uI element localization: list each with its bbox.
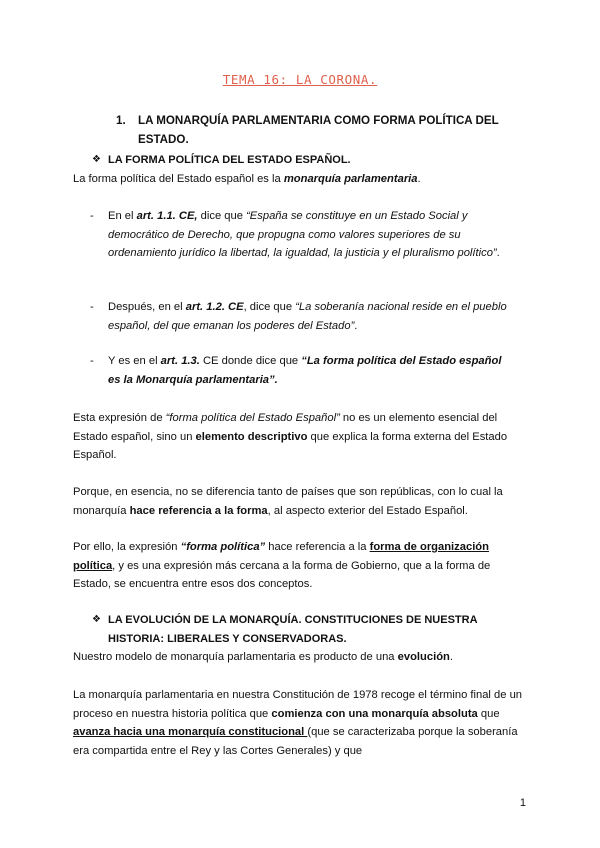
section-number: 1. (116, 114, 126, 127)
paragraph: Por ello, la expresión “forma política” hace referencia a la forma de organización política, y es una expresión más cercana a la forma de Gobierno, que a la forma de Estado, se encuentra entre esos dos conceptos. (73, 541, 491, 590)
diamond-bullet-icon: ❖ (92, 614, 101, 625)
paragraph: La monarquía parlamentaria en nuestra Constitución de 1978 recoge el término final de un proceso en nuestra historia política que comienza con una monarquía absoluta que avanza hacia una monarquía constitucional (que se caracterizaba porque la soberanía era compartida entre el Rey y las Cortes Generales) y que (73, 689, 523, 757)
list-item: - En el art. 1.1. CE, dice que “España se constituye en un Estado Social y democrático de Derecho, que propugna como valores superiores de su ordenamiento jurídico la libertad, la igualdad, la justicia y el pluralismo político”. (90, 207, 510, 263)
list-item: - Después, en el art. 1.2. CE, dice que “La soberanía nacional reside en el pueblo español, del que emanan los poderes del Estado”. (90, 298, 510, 335)
underlined-emphasis: forma de organización política (73, 541, 489, 572)
quote-text: “La soberanía nacional reside en el pueblo español, del que emanan los poderes del Estado” (108, 301, 507, 332)
emphasis-text: elemento descriptivo (195, 430, 308, 443)
emphasis-text: comienza con una monarquía absoluta (271, 707, 478, 720)
emphasis-text: hace referencia a la forma (129, 504, 268, 517)
paragraph: Nuestro modelo de monarquía parlamentaria es producto de una evolución. (73, 651, 453, 663)
underlined-emphasis: avanza hacia una monarquía constitucional (73, 726, 308, 738)
subsection-heading-1 (92, 151, 512, 170)
diamond-bullet-icon: ❖ (92, 154, 101, 165)
document-title: TEMA 16: LA CORONA. (222, 72, 378, 87)
subsection-heading-text: LA FORMA POLÍTICA DEL ESTADO ESPAÑOL. (108, 154, 351, 166)
paragraph: Esta expresión de “forma política del Estado Español” no es un elemento esencial del Estado español, sino un elemento descriptivo que explica la forma externa del Estado Español. (73, 412, 508, 461)
paragraph: Porque, en esencia, no se diferencia tanto de países que son repúblicas, con lo cual la monarquía hace referencia a la forma, al aspecto exterior del Estado Español. (73, 486, 503, 517)
emphasis-text: monarquía parlamentaria (283, 173, 418, 185)
dash-bullet: - (90, 210, 94, 222)
section-heading-1 (92, 112, 512, 149)
dash-bullet: - (90, 355, 94, 367)
page-number: 1 (519, 797, 526, 809)
article-ref: art. 1.3. (160, 355, 200, 367)
section-heading-text: LA MONARQUÍA PARLAMENTARIA COMO FORMA POLÍTICA DEL ESTADO. (138, 114, 499, 146)
article-ref: art. 1.2. CE (185, 301, 244, 313)
subsection-heading-2 (92, 611, 512, 648)
list-item: - Y es en el art. 1.3. CE donde dice que “La forma política del Estado español es la Monarquía parlamentaria”. (90, 352, 510, 389)
emphasis-text: evolución (397, 651, 450, 663)
subsection-heading-text: LA EVOLUCIÓN DE LA MONARQUÍA. CONSTITUCIONES DE NUESTRA HISTORIA: LIBERALES Y CONSERVADORAS. (108, 614, 478, 645)
dash-bullet: - (90, 301, 94, 313)
article-ref: art. 1.1. CE, (136, 210, 198, 222)
quote-text: “España se constituye en un Estado Social y democrático de Derecho, que propugna como valores superiores de su ordenamiento jurídico la libertad, la igualdad, la justicia y el pluralismo político” (108, 210, 497, 259)
intro-paragraph: La forma política del Estado español es la monarquía parlamentaria. (73, 173, 421, 185)
quote-text: “La forma política del Estado español es la Monarquía parlamentaria”. (108, 355, 502, 386)
